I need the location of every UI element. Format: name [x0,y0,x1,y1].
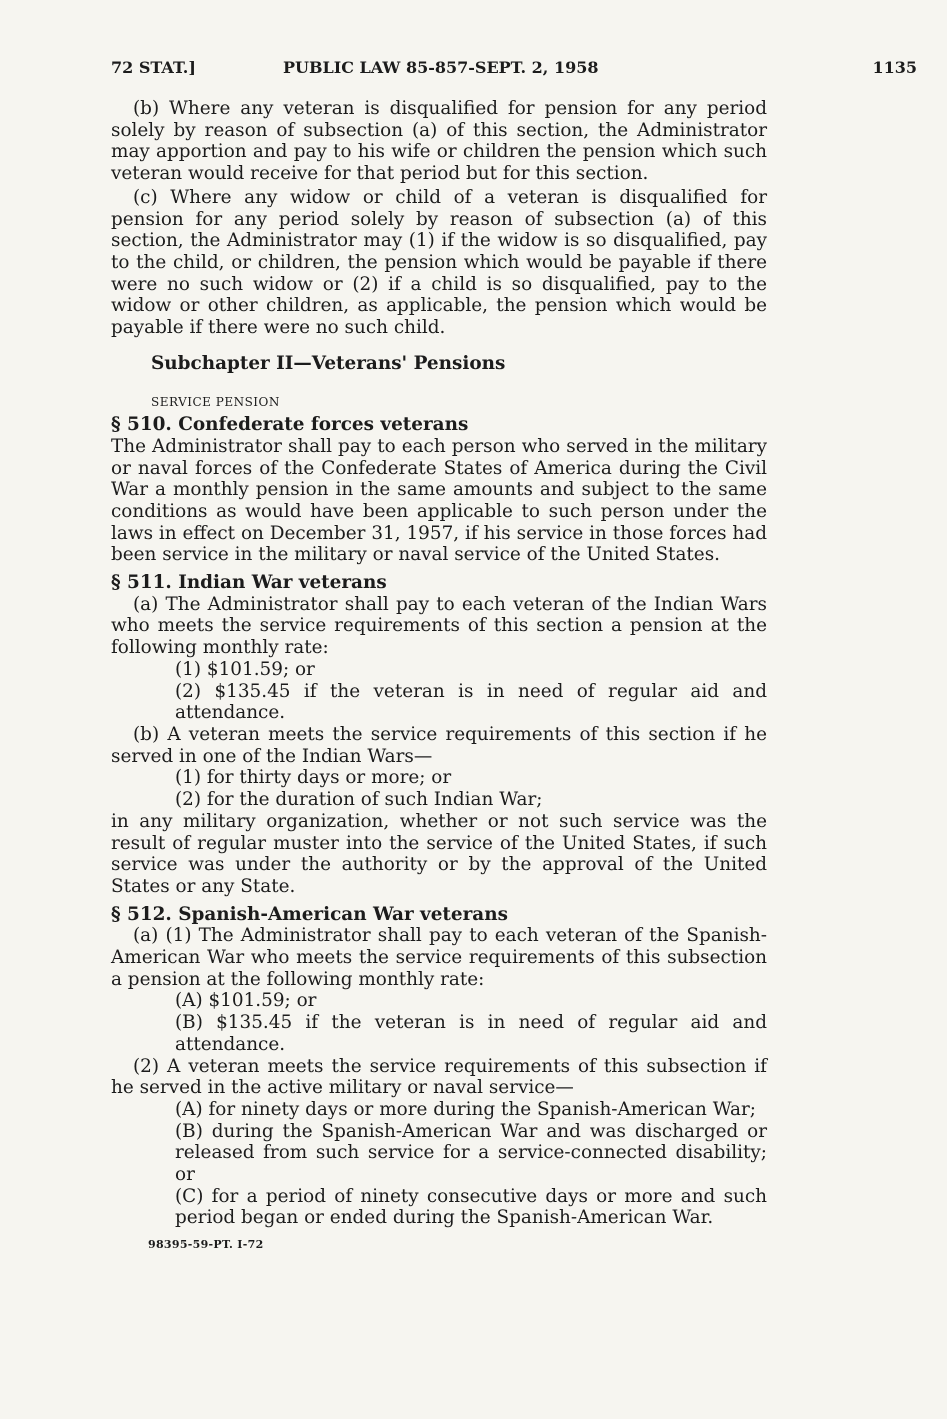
section-511-a: (a) The Administrator shall pay to each veteran of the Indian Wars who meets the service requirements of this section a pension at the following monthly rate: [111,593,767,659]
document-body [111,98,767,1229]
service-pension-heading: SERVICE PENSION [151,395,280,410]
page-number: 1135 [872,58,917,77]
section-512-a2-B: (B) during the Spanish-American War and was discharged or released from such service for a service-connected disability; or [175,1120,767,1186]
paragraph-c: (c) Where any widow or child of a veteran is disqualified for pension for any period solely by reason of subsection (a) of this section, the Administrator may (1) if the widow is so disqualified, pay to the child, or children, the pension which would be payable if there were no such widow or (2) if a child is so disqualified, pay to the widow or other children, as applicable, the pension which would be payable if there were no such child. [111,186,767,339]
section-510-heading: § 510. Confederate forces veterans [111,414,469,436]
page-header [111,58,917,82]
section-512-heading: § 512. Spanish-American War veterans [111,903,508,925]
section-512-a1-B: (B) $135.45 if the veteran is in need of regular aid and attendance. [175,1012,767,1055]
section-512-a2-A: (A) for ninety days or more during the Spanish-American War; [175,1098,756,1120]
section-511-a2: (2) $135.45 if the veteran is in need of regular aid and attendance. [175,680,767,724]
section-511-b: (b) A veteran meets the service requirements of this section if he served in one of the Indian Wars— [111,723,767,767]
section-511-b-tail: in any military organization, whether or not such service was the result of regular muster into the service of the United States, if such service was under the authority or by the approval of the United States or any State. [111,810,767,897]
statute-reference: 72 STAT.] [111,58,196,77]
section-512-a2: (2) A veteran meets the service requirements of this subsection if he served in the active military or naval service— [111,1055,767,1099]
section-512-a1-A: (A) $101.59; or [175,990,317,1012]
section-511-b1: (1) for thirty days or more; or [175,767,452,789]
subchapter-heading: Subchapter II—Veterans' Pensions [151,352,506,374]
section-511-b2: (2) for the duration of such Indian War; [175,789,543,811]
printer-imprint: 98395-59-PT. I-72 [148,1238,264,1251]
section-511-heading: § 511. Indian War veterans [111,572,387,594]
section-512-a1: (a) (1) The Administrator shall pay to each veteran of the Spanish-American War who meets the service requirements of this subsection a pension at the following monthly rate: [111,925,767,990]
section-512-a2-C: (C) for a period of ninety consecutive days or more and such period began or ended during the Spanish-American War. [175,1185,767,1229]
paragraph-b: (b) Where any veteran is disqualified for pension for any period solely by reason of subsection (a) of this section, the Administrator may apportion and pay to his wife or children the pension which such veteran would receive for that period but for this section. [111,98,767,185]
public-law-title: PUBLIC LAW 85-857-SEPT. 2, 1958 [283,58,599,77]
section-510-text: The Administrator shall pay to each person who served in the military or naval forces of the Confederate States of America during the Civil War a monthly pension in the same amounts and subject to the same conditions as would have been applicable to such person under the laws in effect on December 31, 1957, if his service in those forces had been service in the military or naval service of the United States. [111,435,767,566]
section-511-a1: (1) $101.59; or [175,658,315,680]
